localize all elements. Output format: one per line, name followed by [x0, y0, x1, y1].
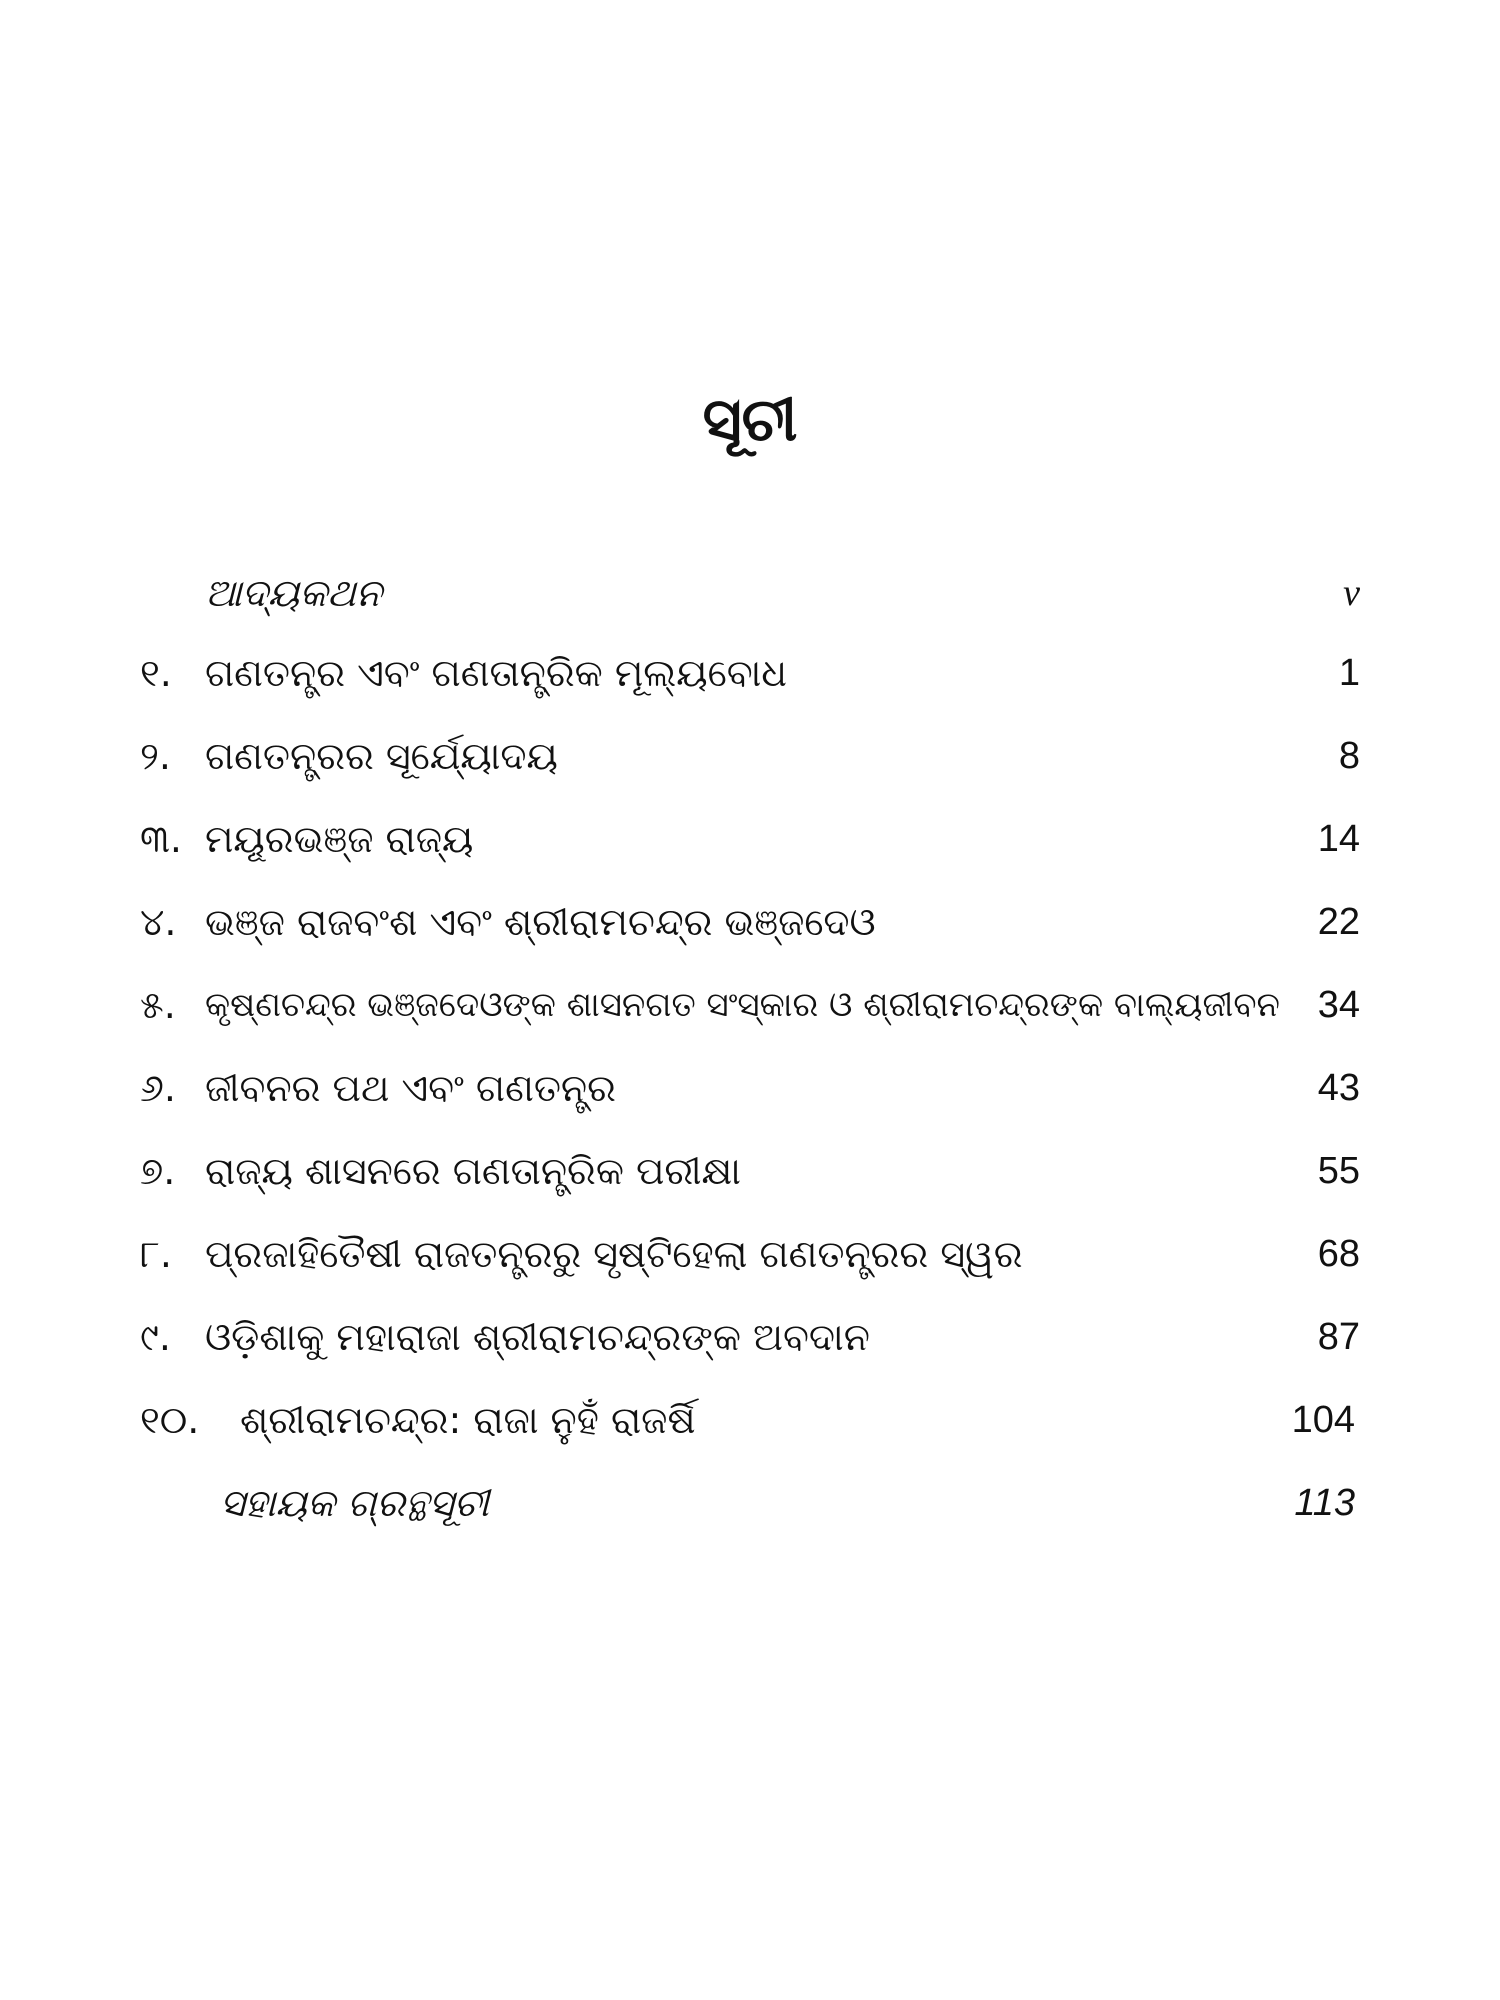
- toc-chapter-title: ମୟୂରଭଞ୍ଜ ରାଜ୍ୟ: [205, 817, 474, 861]
- toc-chapter-title: ଗଣତନ୍ତ୍ର ଏବଂ ଗଣତାନ୍ତ୍ରିକ ମୂଲ୍ୟବୋଧ: [205, 651, 787, 695]
- toc-chapter-page: 1: [1338, 652, 1360, 694]
- toc-chapter-6: [0, 1053, 1500, 1123]
- toc-preface: [0, 558, 1500, 628]
- toc-preface-title: ଆଦ୍ୟକଥନ: [205, 571, 382, 615]
- toc-chapter-2: [0, 721, 1500, 791]
- toc-chapter-number: ୫.: [140, 983, 176, 1027]
- toc-bibliography-title: ସହାୟକ ଗ୍ରନ୍ଥସୂଚୀ: [220, 1481, 489, 1525]
- toc-chapter-7: [0, 1136, 1500, 1206]
- toc-chapter-page: 22: [1317, 901, 1360, 943]
- toc-chapter-title: ଓଡ଼ିଶାକୁ ମହାରାଜା ଶ୍ରୀରାମଚନ୍ଦ୍ରଙ୍କ ଅବଦାନ: [205, 1315, 870, 1359]
- toc-chapter-page: 55: [1317, 1150, 1360, 1192]
- toc-chapter-5: [0, 970, 1500, 1040]
- toc-chapter-number: ୯.: [140, 1315, 171, 1359]
- toc-chapter-title: କୃଷ୍ଣଚନ୍ଦ୍ର ଭଞ୍ଜଦେଓଙ୍କ ଶାସନଗତ ସଂସ୍କାର ଓ ଶ୍ରୀରାମଚନ୍ଦ୍ରଙ୍କ ବାଲ୍ୟଜୀବନ: [205, 985, 1280, 1025]
- toc-chapter-page: 104: [1291, 1399, 1355, 1441]
- toc-chapter-number: ୭.: [140, 1149, 176, 1193]
- toc-chapter-page: 68: [1317, 1233, 1360, 1275]
- toc-chapter-number: ୪.: [140, 900, 177, 944]
- toc-chapter-number: ୬.: [140, 1066, 176, 1110]
- page-title: ସୂଚୀ: [702, 385, 798, 455]
- toc-chapter-title: ଜୀବନର ପଥ ଏବଂ ଗଣତନ୍ତ୍ର: [205, 1066, 616, 1110]
- toc-chapter-4: [0, 887, 1500, 957]
- toc-chapter-page: 8: [1338, 735, 1360, 777]
- toc-chapter-10: [0, 1385, 1500, 1455]
- toc-chapter-title: ରାଜ୍ୟ ଶାସନରେ ଗଣତାନ୍ତ୍ରିକ ପରୀକ୍ଷା: [205, 1149, 741, 1193]
- toc-chapter-8: [0, 1219, 1500, 1289]
- toc-chapter-title: ପ୍ରଜାହିତୈଷୀ ରାଜତନ୍ତ୍ରରୁ ସୃଷ୍ଟିହେଲା ଗଣତନ୍ତ୍ରର ସ୍ୱର: [205, 1232, 1023, 1276]
- toc-chapter-number: ୩.: [140, 817, 182, 861]
- toc-bibliography-page: 113: [1294, 1482, 1355, 1524]
- toc-chapter-number: ୮.: [140, 1232, 172, 1276]
- toc-chapter-title: ଗଣତନ୍ତ୍ରର ସୂର୍ଯ୍ୟୋଦୟ: [205, 734, 558, 778]
- toc-preface-page: v: [1343, 572, 1360, 614]
- toc-chapter-number: ୧.: [140, 651, 172, 695]
- toc-chapter-page: 14: [1317, 818, 1360, 860]
- toc-chapter-page: 87: [1317, 1316, 1360, 1358]
- toc-chapter-title: ଭଞ୍ଜ ରାଜବଂଶ ଏବଂ ଶ୍ରୀରାମଚନ୍ଦ୍ର ଭଞ୍ଜଦେଓ: [205, 900, 876, 944]
- toc-chapter-3: [0, 804, 1500, 874]
- toc-chapter-page: 34: [1317, 984, 1360, 1026]
- toc-chapter-page: 43: [1317, 1067, 1360, 1109]
- toc-chapter-title: ଶ୍ରୀରାମଚନ୍ଦ୍ର: ରାଜା ନୁହଁ ରାଜର୍ଷି: [240, 1398, 696, 1442]
- toc-chapter-number: ୧୦.: [140, 1398, 200, 1442]
- toc-chapter-9: [0, 1302, 1500, 1372]
- toc-bibliography: [0, 1468, 1500, 1538]
- toc-chapter-1: [0, 638, 1500, 708]
- toc-chapter-number: ୨.: [140, 734, 172, 778]
